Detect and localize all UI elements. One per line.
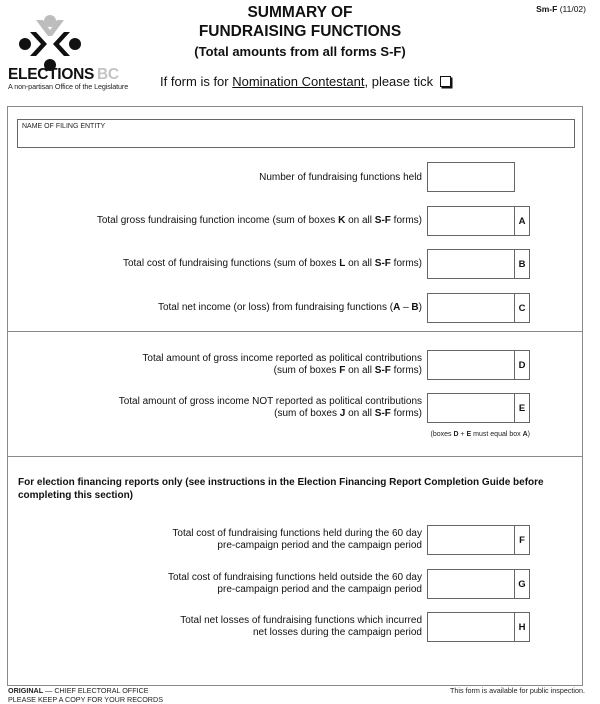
label-bold-ref: E xyxy=(466,431,472,438)
box-a-label xyxy=(97,215,422,227)
label-text: forms) xyxy=(390,365,422,376)
label-text: on all xyxy=(345,365,375,376)
box-f-label xyxy=(172,528,422,552)
box-b-letter: B xyxy=(514,249,530,279)
label-bold-ref: S-F xyxy=(374,365,391,376)
label-bold-ref: L xyxy=(339,258,346,269)
box-b-label xyxy=(123,258,422,270)
label-text: forms) xyxy=(390,258,422,269)
label-text: on all xyxy=(345,408,375,419)
form-code xyxy=(536,4,586,14)
nomination-contestant-checkbox[interactable] xyxy=(440,76,451,87)
label-text: (sum of boxes xyxy=(274,408,340,419)
label-bold-ref: A xyxy=(522,431,528,438)
box-h-label xyxy=(180,615,422,639)
label-text: Total cost of fundraising functions held during the 60 day xyxy=(172,528,422,539)
form-title-line2: FUNDRAISING FUNCTIONS xyxy=(198,23,402,40)
nomination-contestant-text: Nomination Contestant xyxy=(232,74,365,89)
box-g-field[interactable] xyxy=(427,569,515,599)
election-financing-heading: For election financing reports only (see instructions in the Election Financing Report Completion Guide before completing this section) xyxy=(18,477,544,501)
box-c-label xyxy=(158,302,422,314)
footer-public-inspection: This form is available for public inspection. xyxy=(449,686,585,695)
form-subtitle: (Total amounts from all forms S-F) xyxy=(194,44,406,59)
label-text: pre-campaign period and the campaign period xyxy=(217,540,422,551)
box-a-letter: A xyxy=(514,206,530,236)
filing-entity-name-field[interactable] xyxy=(17,119,575,148)
nomination-contestant-row xyxy=(160,74,451,89)
number-of-functions-label: Number of fundraising functions held xyxy=(259,172,422,183)
label-text: Total amount of gross income reported as political contributions xyxy=(142,353,422,364)
label-text: Total net losses of fundraising functions which incurred xyxy=(180,615,422,626)
box-e-label xyxy=(119,396,422,420)
box-e-field[interactable] xyxy=(427,393,515,423)
label-text: (boxes xyxy=(430,431,454,438)
nomination-prefix: If form is for xyxy=(160,74,233,89)
label-text: net losses during the campaign period xyxy=(253,627,422,638)
label-text: forms) xyxy=(390,408,422,419)
box-c-letter: C xyxy=(514,293,530,323)
label-text: + xyxy=(458,431,467,438)
number-of-functions-field[interactable] xyxy=(427,162,515,192)
label-bold-ref: B xyxy=(411,302,419,313)
box-a-field[interactable] xyxy=(427,206,515,236)
box-d-field[interactable] xyxy=(427,350,515,380)
form-version: (11/02) xyxy=(559,4,586,14)
label-bold-ref: A xyxy=(393,302,401,313)
label-bold-ref: S-F xyxy=(374,408,391,419)
box-f-letter: F xyxy=(514,525,530,555)
box-b-field[interactable] xyxy=(427,249,515,279)
label-text: ) xyxy=(418,302,422,313)
label-text: ) xyxy=(527,431,530,438)
box-h-letter: H xyxy=(514,612,530,642)
label-text: – xyxy=(400,302,412,313)
label-bold-ref: F xyxy=(339,365,346,376)
label-text: Total cost of fundraising functions (sum of boxes xyxy=(122,258,340,269)
label-bold-ref: J xyxy=(339,408,346,419)
label-text: on all xyxy=(345,258,375,269)
section-divider xyxy=(8,456,582,457)
box-g-label xyxy=(168,572,422,596)
label-text: Total cost of fundraising functions held outside the 60 day xyxy=(167,572,422,583)
logo-name: ELECTIONS xyxy=(8,66,95,83)
footer-original-destination: — CHIEF ELECTORAL OFFICE xyxy=(43,686,149,695)
logo-name-suffix: BC xyxy=(97,66,119,83)
form-title-line1: SUMMARY OF xyxy=(247,4,353,21)
footer-keep-copy: PLEASE KEEP A COPY FOR YOUR RECORDS xyxy=(8,695,163,704)
label-text: pre-campaign period and the campaign period xyxy=(217,584,422,595)
box-f-field[interactable] xyxy=(427,525,515,555)
box-e-letter: E xyxy=(514,393,530,423)
label-bold-ref: S-F xyxy=(374,258,391,269)
boxes-d-e-note xyxy=(431,431,530,438)
label-bold-ref: S-F xyxy=(374,215,391,226)
box-d-letter: D xyxy=(514,350,530,380)
label-text: on all xyxy=(345,215,375,226)
box-g-letter: G xyxy=(514,569,530,599)
label-text: forms) xyxy=(390,215,422,226)
logo-left-head xyxy=(19,38,31,50)
logo-right-head xyxy=(69,38,81,50)
filing-entity-name-label: NAME OF FILING ENTITY xyxy=(22,123,106,130)
nomination-suffix: , please tick xyxy=(364,74,434,89)
footer-original-notice xyxy=(8,686,163,704)
label-text: Total gross fundraising function income (sum of boxes xyxy=(96,215,339,226)
label-bold-ref: K xyxy=(338,215,346,226)
label-text: (sum of boxes xyxy=(273,365,340,376)
label-text: Total net income (or loss) from fundraising functions ( xyxy=(157,302,394,313)
box-c-field[interactable] xyxy=(427,293,515,323)
footer-original-label: ORIGINAL xyxy=(8,686,44,695)
logo-tagline: A non-partisan Office of the Legislature xyxy=(8,82,129,91)
section-divider xyxy=(8,331,582,332)
label-bold-ref: D xyxy=(453,431,459,438)
box-d-label xyxy=(142,353,422,377)
label-text: must equal box xyxy=(471,431,523,438)
label-text: Total amount of gross income NOT reported as political contributions xyxy=(118,396,422,407)
box-h-field[interactable] xyxy=(427,612,515,642)
form-code-id: Sm-F xyxy=(536,4,558,14)
